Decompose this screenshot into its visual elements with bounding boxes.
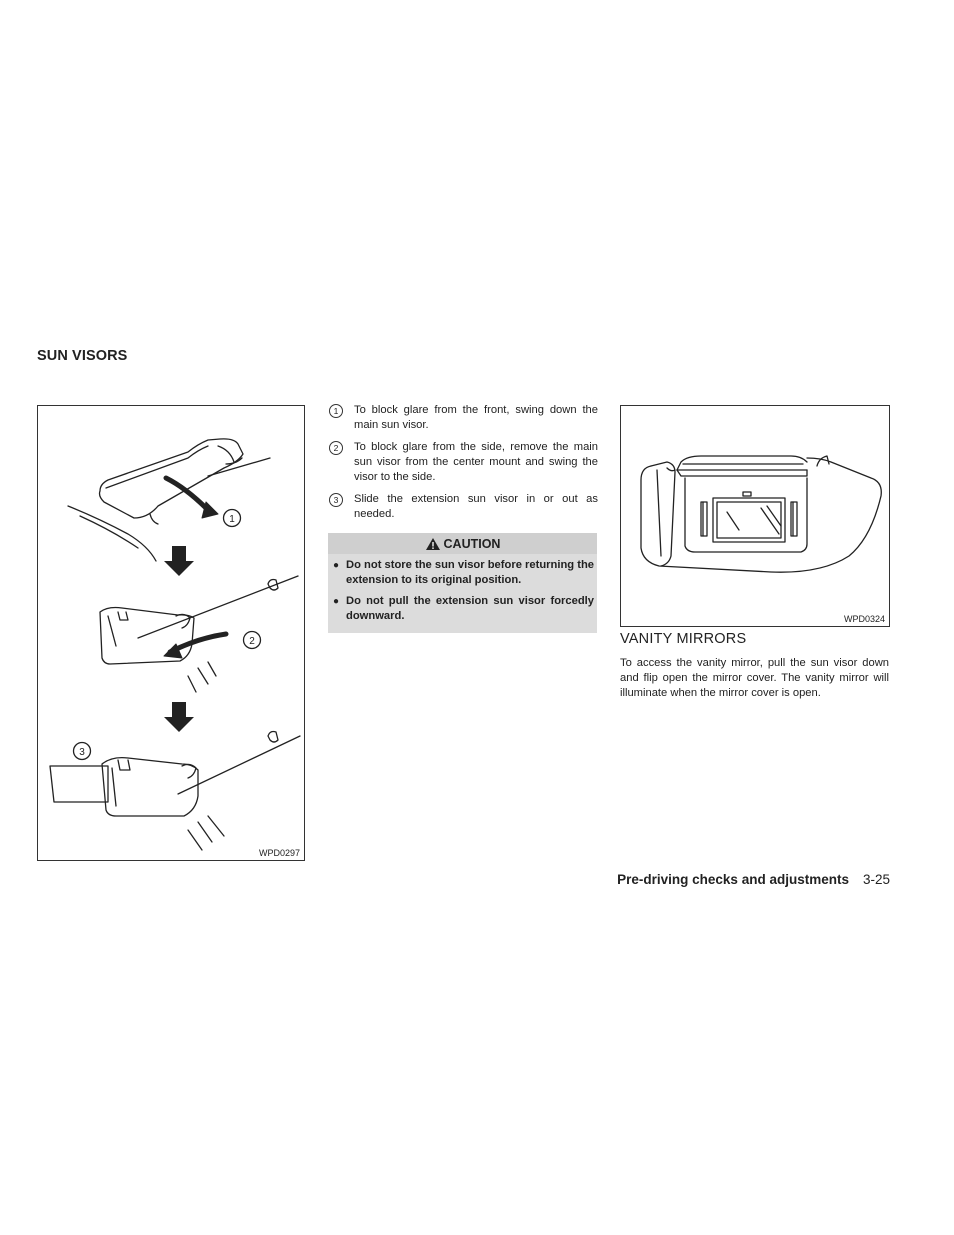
caution-header: [328, 533, 597, 554]
step-item: [329, 403, 598, 433]
caution-box: [328, 533, 597, 633]
vanity-mirrors-heading: VANITY MIRRORS: [620, 631, 747, 647]
step-number: 2: [329, 441, 343, 455]
section-title: SUN VISORS: [37, 348, 128, 364]
vanity-mirror-drawing: [621, 406, 889, 626]
caution-title: CAUTION: [443, 536, 501, 551]
callout-3-label: 3: [79, 747, 85, 758]
steps-list: [329, 403, 598, 529]
vanity-mirrors-text: To access the vanity mirror, pull the sun visor down and flip open the mirror cover. The vanity mirror will illuminate when the mirror cover is open.: [620, 657, 889, 699]
figure-code: WPD0297: [258, 848, 300, 858]
step-number: 3: [329, 493, 343, 507]
caution-item: [333, 558, 594, 588]
step-text: Slide the extension sun visor in or out as needed.: [354, 493, 598, 520]
callout-2-label: 2: [249, 636, 255, 647]
bullet-icon: ●: [333, 560, 340, 571]
sun-visor-illustration: [37, 405, 305, 861]
caution-text: Do not store the sun visor before returning the extension to its original position.: [346, 559, 595, 586]
step-item: [329, 440, 598, 485]
vanity-mirror-illustration: [620, 405, 890, 627]
step-text: To block glare from the side, remove the main sun visor from the center mount and swing the visor to the side.: [354, 441, 598, 483]
bullet-icon: ●: [333, 596, 340, 607]
callout-1-label: 1: [229, 514, 235, 525]
warning-icon: [425, 537, 441, 551]
step-item: [329, 492, 598, 522]
page-footer: [560, 872, 890, 887]
footer-section-title: Pre-driving checks and adjustments: [617, 872, 849, 887]
caution-text: Do not pull the extension sun visor forcedly downward.: [346, 595, 594, 622]
caution-list: [328, 554, 597, 633]
step-text: To block glare from the front, swing down the main sun visor.: [354, 404, 598, 431]
caution-item: [333, 594, 594, 624]
figure-code: WPD0324: [843, 614, 885, 624]
step-number: 1: [329, 404, 343, 418]
page-number: 3-25: [862, 872, 890, 887]
sun-visor-drawing: [38, 406, 304, 860]
